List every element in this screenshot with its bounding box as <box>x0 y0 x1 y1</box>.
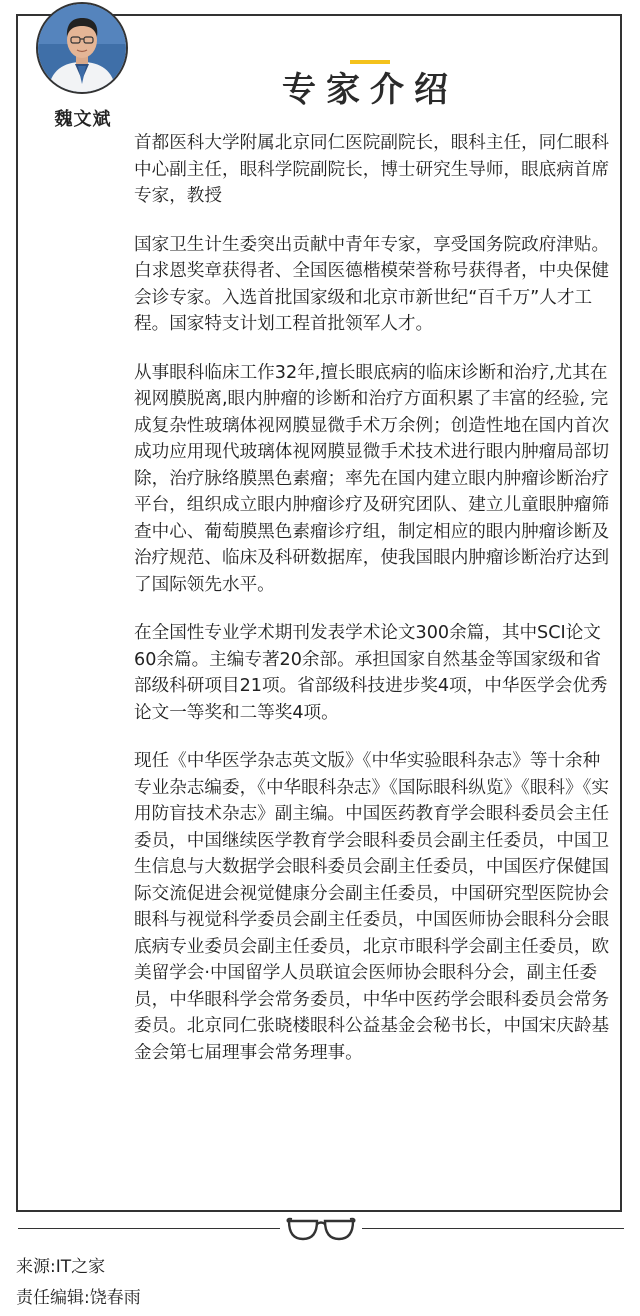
bio-paragraph-3: 从事眼科临床工作32年,擅长眼底病的临床诊断和治疗,尤其在视网膜脱离,眼内肿瘤的诊断和治疗方面积累了丰富的经验, 完成复杂性玻璃体视网膜显微手术万余例；创造性地在国内首次成功应用现代玻璃体视网膜显微手术技术进行眼内肿瘤局部切除，治疗脉络膜黑色素瘤；率先在国内建立眼内肿瘤诊断治疗平台，组织成立眼内肿瘤诊疗及研究团队、建立儿童眼肿瘤筛查中心、葡萄膜黑色素瘤诊疗组，制定相应的眼内肿瘤诊断及治疗规范、临床及科研数据库，使我国眼内肿瘤诊断治疗达到了国际领先水平。 <box>134 362 610 595</box>
page-title: 专家介绍 <box>282 70 458 110</box>
source-text: 来源:IT之家 <box>16 1257 106 1277</box>
doctor-portrait <box>38 4 126 92</box>
glasses-icon <box>284 1216 358 1242</box>
bio-section <box>134 130 612 1088</box>
bio-paragraph-2: 国家卫生计生委突出贡献中青年专家，享受国务院政府津贴。白求恩奖章获得者、全国医德楷模荣誉称号获得者，中央保健会诊专家。入选首批国家级和北京市新世纪“百千万”人才工程。国家特支计划工程首批领军人才。 <box>134 234 610 334</box>
bio-paragraph-1: 首都医科大学附属北京同仁医院副院长，眼科主任，同仁眼科中心副主任，眼科学院副院长，博士研究生导师，眼底病首席专家，教授 <box>134 133 610 206</box>
bio-paragraph-5: 现任《中华医学杂志英文版》《中华实验眼科杂志》等十余种专业杂志编委，《中华眼科杂志》《国际眼科纵览》《眼科》《实用防盲技术杂志》副主编。中国医药教育学会眼科委员会主任委员，中国继续医学教育学会眼科委员会副主任委员，中国卫生信息与大数据学会眼科委员会副主任委员，中国医疗保健国际交流促进会视觉健康分会副主任委员，中国研究型医院协会眼科与视觉科学委员会副主任委员，中国医师协会眼科分会眼底病专业委员会副主任委员，北京市眼科学会副主任委员，欧美留学会·中国留学人员联谊会医师协会眼科分会，副主任委员，中华眼科学会常务委员，中华中医药学会眼科委员会常务委员。北京同仁张晓楼眼科公益基金会秘书长，中国宋庆龄基金会第七届理事会常务理事。 <box>134 751 610 1063</box>
doctor-name: 魏文斌 <box>54 109 112 130</box>
divider-left <box>18 1228 280 1229</box>
avatar <box>36 2 128 94</box>
divider-right <box>362 1228 624 1229</box>
editor-text: 责任编辑:饶春雨 <box>16 1288 141 1308</box>
bio-paragraph-4: 在全国性专业学术期刊发表学术论文300余篇，其中SCI论文60余篇。主编专著20余部。承担国家自然基金等国家级和省部级科研项目21项。省部级科技进步奖4项，中华医学会优秀论文一等奖和二等奖4项。 <box>134 623 608 723</box>
